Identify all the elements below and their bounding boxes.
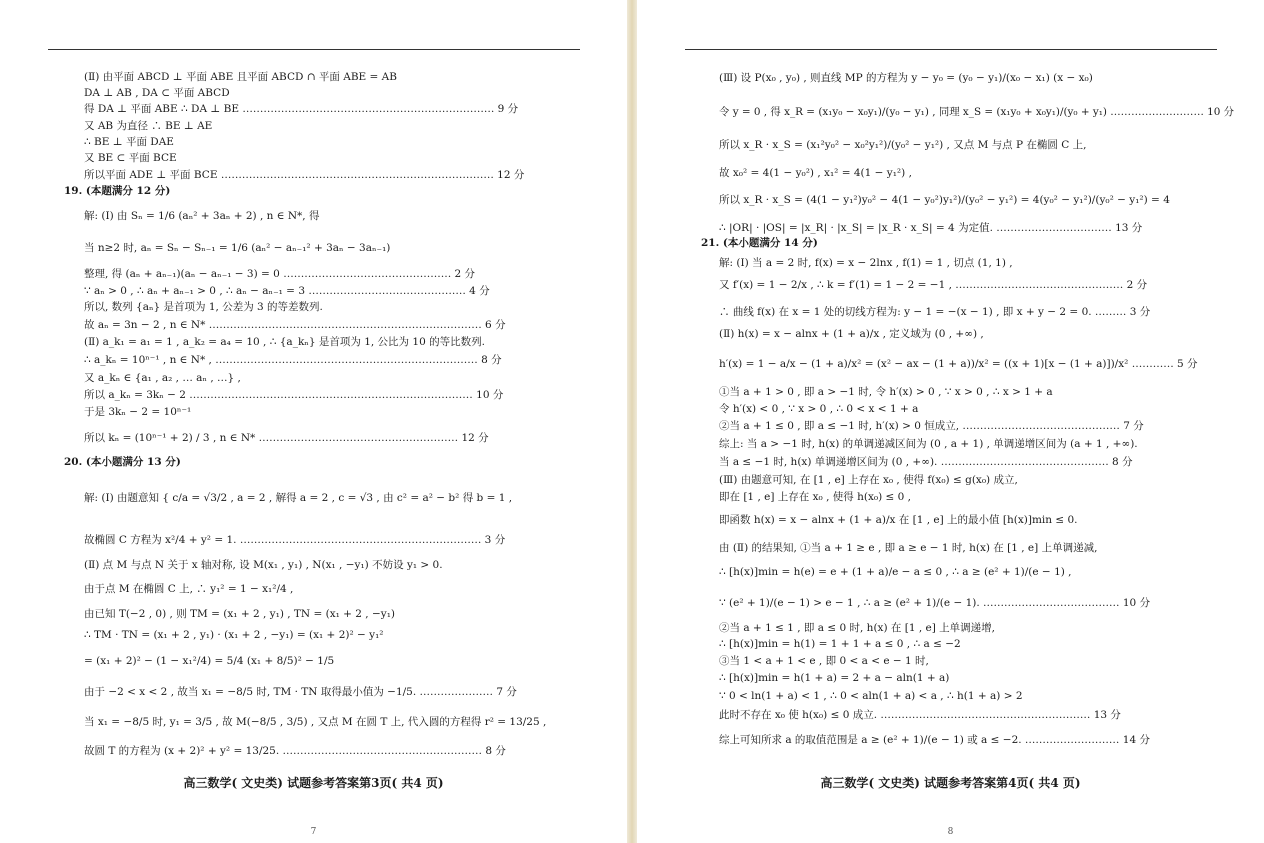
- text-line: (Ⅱ) a_k₁ = a₁ = 1 , a_k₂ = a₄ = 10 , ∴ {a_kₙ} 是首项为 1, 公比为 10 的等比数列.: [84, 336, 485, 348]
- text-line: ∵ 0 < ln(1 + a) < 1 , ∴ 0 < aln(1 + a) < a , ∴ h(1 + a) > 2: [719, 690, 1023, 702]
- text-line: 所以, 数列 {aₙ} 是首项为 1, 公差为 3 的等差数列.: [84, 301, 323, 313]
- text-line: ∴ [h(x)]min = h(1) = 1 + 1 + a ≤ 0 , ∴ a ≤ −2: [719, 638, 961, 650]
- problem-heading: 19. (本题满分 12 分): [64, 185, 171, 197]
- text-line: DA ⊥ AB , DA ⊂ 平面 ABCD: [84, 87, 230, 99]
- text-line: 当 n≥2 时, aₙ = Sₙ − Sₙ₋₁ = 1/6 (aₙ² − aₙ₋₁² + 3aₙ − 3aₙ₋₁): [84, 242, 391, 254]
- text-line: (Ⅱ) 点 M 与点 N 关于 x 轴对称, 设 M(x₁ , y₁) , N(x₁ , −y₁) 不妨设 y₁ > 0.: [84, 559, 443, 571]
- text-line: 解: (Ⅰ) 当 a = 2 时, f(x) = x − 2lnx , f(1) = 1 , 切点 (1, 1) ,: [719, 257, 1013, 269]
- page-number: 7: [310, 827, 317, 837]
- text-line: (Ⅲ) 设 P(x₀ , y₀) , 则直线 MP 的方程为 y − y₀ = (y₀ − y₁)/(x₀ − x₁) (x − x₀): [719, 72, 1093, 84]
- text-line: ∴ [h(x)]min = h(e) = e + (1 + a)/e − a ≤ 0 , ∴ a ≥ (e² + 1)/(e − 1) ,: [719, 566, 1072, 578]
- page-left: [0, 0, 627, 843]
- text-line: ②当 a + 1 ≤ 1 , 即 a ≤ 0 时, h(x) 在 [1 , e] 上单调递增,: [719, 622, 996, 634]
- header-rule: [685, 49, 1217, 50]
- text-line: 故 aₙ = 3n − 2 , n ∈ N* …………………………………………………………………… 6 分: [84, 319, 506, 331]
- text-line: 当 x₁ = −8/5 时, y₁ = 3/5 , 故 M(−8/5 , 3/5) , 又点 M 在圆 T 上, 代入圆的方程得 r² = 13/25 ,: [84, 716, 547, 728]
- text-line: (Ⅲ) 由题意可知, 在 [1 , e] 上存在 x₀ , 使得 f(x₀) ≤ g(x₀) 成立,: [719, 474, 1018, 486]
- text-line: 于是 3kₙ − 2 = 10ⁿ⁻¹: [84, 406, 192, 418]
- text-line: 由 (Ⅱ) 的结果知, ①当 a + 1 ≥ e , 即 a ≥ e − 1 时, h(x) 在 [1 , e] 上单调递减,: [719, 542, 1098, 554]
- text-line: ∴ |OR| · |OS| = |x_R| · |x_S| = |x_R · x_S| = 4 为定值. …………………………… 13 分: [719, 222, 1143, 234]
- text-line: h′(x) = 1 − a/x − (1 + a)/x² = (x² − ax − (1 + a))/x² = ((x + 1)[x − (1 + a)])/x² ………… 5 分: [719, 358, 1198, 370]
- text-line: 又 f′(x) = 1 − 2/x , ∴ k = f′(1) = 1 − 2 = −1 , ………………………………………… 2 分: [719, 279, 1148, 291]
- text-line: ∵ (e² + 1)/(e − 1) > e − 1 , ∴ a ≥ (e² + 1)/(e − 1). ………………………………… 10 分: [719, 597, 1151, 609]
- text-line: 得 DA ⊥ 平面 ABE ∴ DA ⊥ BE ……………………………………………………………… 9 分: [84, 103, 519, 115]
- problem-heading: 21. (本小题满分 14 分): [701, 237, 818, 249]
- text-line: 即在 [1 , e] 上存在 x₀ , 使得 h(x₀) ≤ 0 ,: [719, 491, 912, 503]
- text-line: 所以 a_kₙ = 3kₙ − 2 ……………………………………………………………………… 10 分: [84, 389, 504, 401]
- text-line: (Ⅱ) 由平面 ABCD ⊥ 平面 ABE 且平面 ABCD ∩ 平面 ABE = AB: [84, 71, 397, 83]
- text-line: 所以 x_R · x_S = (x₁²y₀² − x₀²y₁²)/(y₀² − y₁²) , 又点 M 与点 P 在椭圆 C 上,: [719, 139, 1087, 151]
- text-line: ∵ aₙ > 0 , ∴ aₙ + aₙ₋₁ > 0 , ∴ aₙ − aₙ₋₁ = 3 ……………………………………… 4 分: [84, 285, 490, 297]
- text-line: ②当 a + 1 ≤ 0 , 即 a ≤ −1 时, h′(x) > 0 恒成立, ……………………………………… 7 分: [719, 420, 1144, 432]
- text-line: 令 h′(x) < 0 , ∵ x > 0 , ∴ 0 < x < 1 + a: [719, 403, 919, 415]
- text-line: 整理, 得 (aₙ + aₙ₋₁)(aₙ − aₙ₋₁ − 3) = 0 ………………………………………… 2 分: [84, 268, 476, 280]
- text-line: 所以平面 ADE ⊥ 平面 BCE …………………………………………………………………… 12 分: [84, 169, 525, 181]
- text-line: ∴ 曲线 f(x) 在 x = 1 处的切线方程为: y − 1 = −(x − 1) , 即 x + y − 2 = 0. ……… 3 分: [719, 306, 1151, 318]
- page-right: [637, 0, 1264, 843]
- text-line: 所以 x_R · x_S = (4(1 − y₁²)y₀² − 4(1 − y₀²)y₁²)/(y₀² − y₁²) = 4(y₀² − y₁²)/(y₀² − y₁²) = 4: [719, 194, 1170, 206]
- text-line: 由于点 M 在椭圆 C 上, ∴ y₁² = 1 − x₁²/4 ,: [84, 583, 294, 595]
- text-line: ∴ [h(x)]min = h(1 + a) = 2 + a − aln(1 + a): [719, 672, 950, 684]
- text-line: 解: (Ⅰ) 由 Sₙ = 1/6 (aₙ² + 3aₙ + 2) , n ∈ N*, 得: [84, 210, 320, 222]
- text-line: ∴ TM · TN = (x₁ + 2 , y₁) · (x₁ + 2 , −y₁) = (x₁ + 2)² − y₁²: [84, 629, 384, 641]
- text-line: ①当 a + 1 > 0 , 即 a > −1 时, 令 h′(x) > 0 , ∵ x > 0 , ∴ x > 1 + a: [719, 386, 1053, 398]
- text-line: 故圆 T 的方程为 (x + 2)² + y² = 13/25. ………………………………………………… 8 分: [84, 745, 506, 757]
- text-line: 解: (Ⅰ) 由题意知 { c/a = √3/2 , a = 2 , 解得 a = 2 , c = √3 , 由 c² = a² − b² 得 b = 1 ,: [84, 492, 513, 504]
- header-rule: [48, 49, 580, 50]
- text-line: 所以 kₙ = (10ⁿ⁻¹ + 2) / 3 , n ∈ N* ………………………………………………… 12 分: [84, 432, 489, 444]
- text-line: 由于 −2 < x < 2 , 故当 x₁ = −8/5 时, TM · TN 取得最小值为 −1/5. ………………… 7 分: [84, 686, 517, 698]
- text-line: (Ⅱ) h(x) = x − alnx + (1 + a)/x , 定义域为 (0 , +∞) ,: [719, 328, 984, 340]
- text-line: 又 BE ⊂ 平面 BCE: [84, 152, 177, 164]
- text-line: ∴ a_kₙ = 10ⁿ⁻¹ , n ∈ N* , ………………………………………………………………… 8 分: [84, 354, 502, 366]
- page-number: 8: [947, 827, 954, 837]
- text-line: 又 AB 为直径 ∴ BE ⊥ AE: [84, 120, 213, 132]
- text-line: ③当 1 < a + 1 < e , 即 0 < a < e − 1 时,: [719, 655, 929, 667]
- text-line: 又 a_kₙ ∈ {a₁ , a₂ , … aₙ , …} ,: [84, 372, 241, 384]
- text-line: 故椭圆 C 方程为 x²/4 + y² = 1. …………………………………………………………… 3 分: [84, 534, 506, 546]
- text-line: 此时不存在 x₀ 使 h(x₀) ≤ 0 成立. …………………………………………………… 13 分: [719, 709, 1121, 721]
- text-line: 即函数 h(x) = x − alnx + (1 + a)/x 在 [1 , e] 上的最小值 [h(x)]min ≤ 0.: [719, 514, 1078, 526]
- text-line: 当 a ≤ −1 时, h(x) 单调递增区间为 (0 , +∞). ………………………………………… 8 分: [719, 456, 1133, 468]
- page-footer: 高三数学( 文史类) 试题参考答案第4页( 共4 页): [820, 776, 1081, 790]
- text-line: 由已知 T(−2 , 0) , 则 TM = (x₁ + 2 , y₁) , TN = (x₁ + 2 , −y₁): [84, 608, 396, 620]
- text-line: 故 x₀² = 4(1 − y₀²) , x₁² = 4(1 − y₁²) ,: [719, 167, 912, 179]
- problem-heading: 20. (本小题满分 13 分): [64, 456, 181, 468]
- text-line: 综上: 当 a > −1 时, h(x) 的单调递减区间为 (0 , a + 1) , 单调递增区间为 (a + 1 , +∞).: [719, 438, 1138, 450]
- text-line: 综上可知所求 a 的取值范围是 a ≥ (e² + 1)/(e − 1) 或 a ≤ −2. ……………………… 14 分: [719, 734, 1150, 746]
- text-line: ∴ BE ⊥ 平面 DAE: [84, 136, 174, 148]
- text-line: = (x₁ + 2)² − (1 − x₁²/4) = 5/4 (x₁ + 8/5)² − 1/5: [84, 655, 335, 667]
- page-footer: 高三数学( 文史类) 试题参考答案第3页( 共4 页): [183, 776, 444, 790]
- text-line: 令 y = 0 , 得 x_R = (x₁y₀ − x₀y₁)/(y₀ − y₁) , 同理 x_S = (x₁y₀ + x₀y₁)/(y₀ + y₁) ……………………… 10 分: [719, 106, 1235, 118]
- page-gutter: [627, 0, 637, 843]
